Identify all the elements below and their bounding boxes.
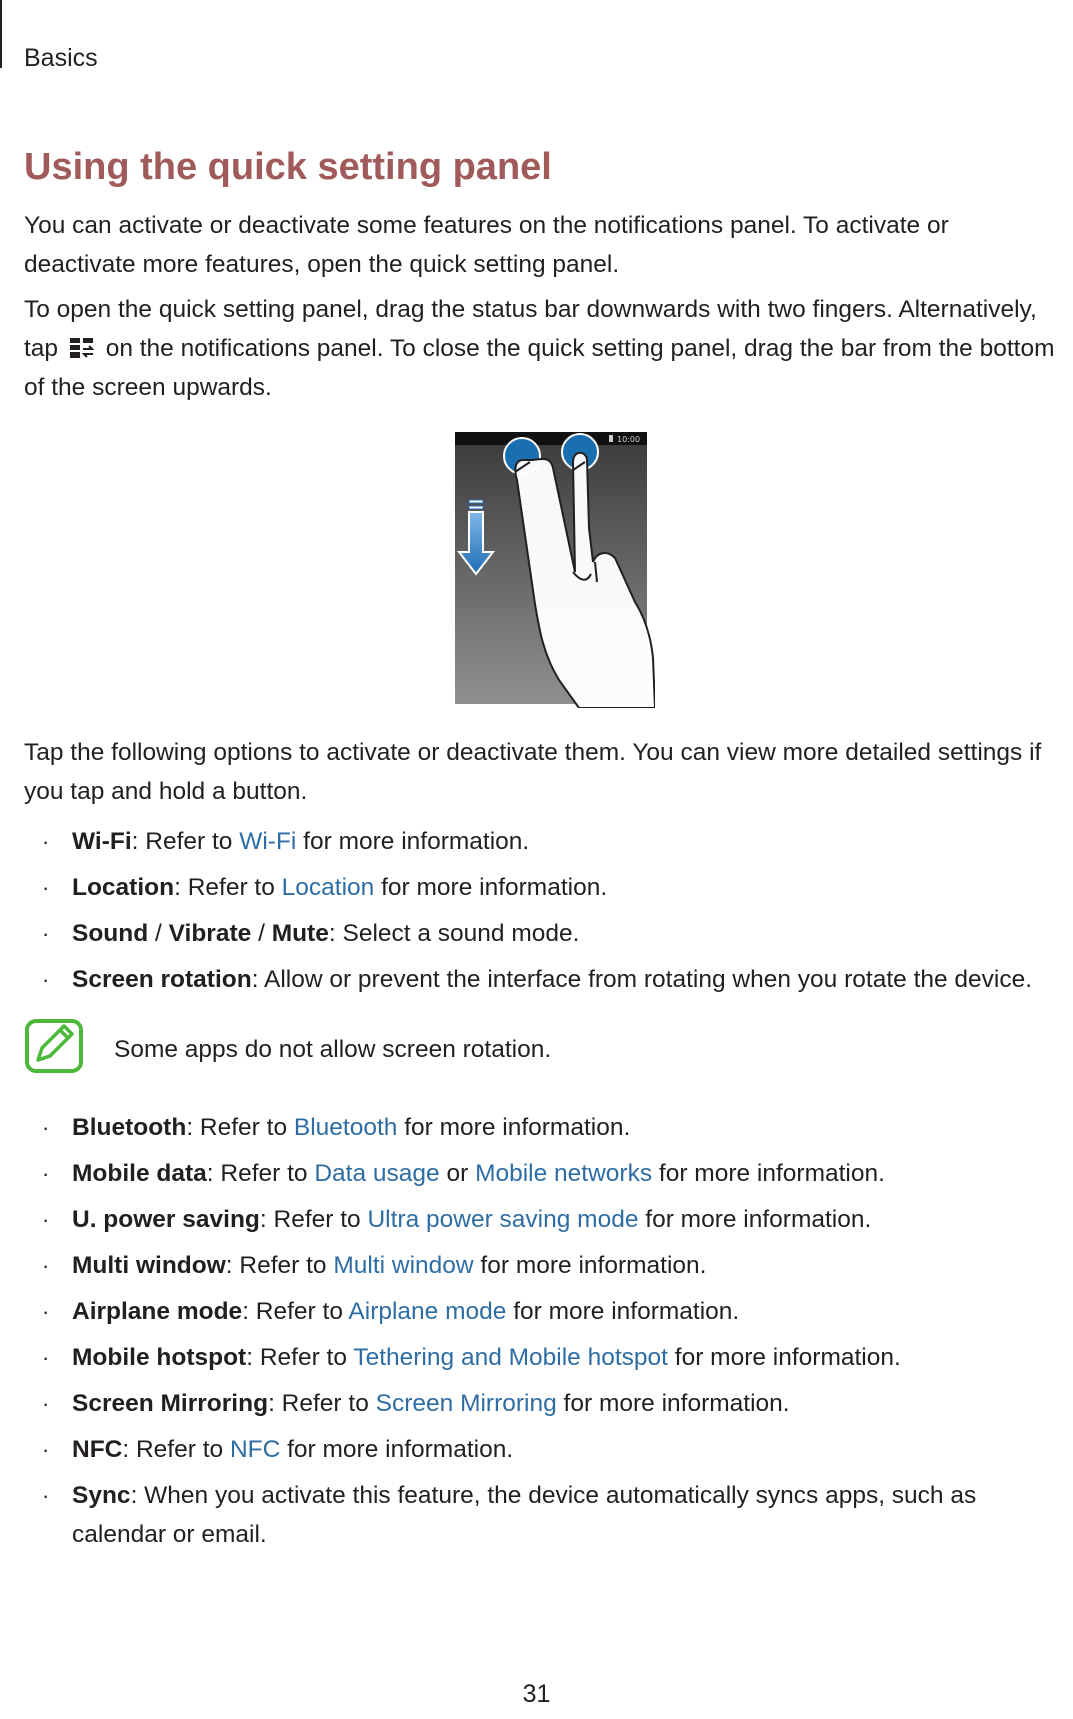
bullet-glyph: · [42, 875, 50, 900]
two-finger-drag-illustration [455, 432, 655, 708]
screen-mirroring-link[interactable]: Screen Mirroring [375, 1390, 557, 1417]
option-label: Mute [271, 920, 329, 947]
option-text: : Refer to [242, 1298, 349, 1325]
bullet-glyph: · [42, 1391, 50, 1416]
list-item-multi-window [24, 1246, 1073, 1292]
option-text: for more information. [556, 1390, 790, 1417]
option-text: : When you activate this feature, the device automatically syncs apps, such as calendar or email. [72, 1482, 977, 1548]
option-label: U. power saving [72, 1206, 260, 1233]
option-text: : Refer to [186, 1114, 294, 1141]
nfc-link[interactable]: NFC [229, 1436, 281, 1463]
quick-settings-grid-icon [69, 337, 95, 359]
open-panel-paragraph [24, 290, 1064, 407]
mobile-networks-link[interactable]: Mobile networks [475, 1160, 653, 1187]
option-text: for more information. [296, 828, 530, 855]
option-label: Mobile data [72, 1160, 207, 1187]
list-item-mobile-hotspot [24, 1338, 1073, 1384]
bullet-glyph: · [42, 967, 50, 992]
option-text: : Refer to [225, 1252, 334, 1279]
airplane-mode-link[interactable]: Airplane mode [348, 1298, 507, 1325]
option-label: Multi window [72, 1252, 226, 1279]
bullet-glyph: · [42, 1161, 50, 1186]
list-item-mobile-data [24, 1154, 1073, 1200]
option-text: for more information. [374, 874, 608, 901]
more-options-list [24, 1108, 1073, 1556]
section-header: Basics [24, 44, 98, 72]
ultra-power-saving-link[interactable]: Ultra power saving mode [367, 1206, 639, 1233]
page-corner-mark [0, 0, 2, 68]
page-title: Using the quick setting panel [24, 146, 552, 188]
option-label: Sound [72, 920, 149, 947]
bluetooth-link[interactable]: Bluetooth [293, 1114, 398, 1141]
bullet-glyph: · [42, 1437, 50, 1462]
option-text: for more information. [280, 1436, 514, 1463]
note-pencil-icon [24, 1018, 84, 1074]
option-text: : Refer to [174, 874, 282, 901]
list-item-screen-rotation [24, 960, 1073, 1006]
option-text: : Refer to [268, 1390, 376, 1417]
quick-settings-options-list [24, 822, 1073, 1006]
options-intro-paragraph: Tap the following options to activate or deactivate them. You can view more detailed settings if you tap and hold a button. [24, 739, 1042, 805]
status-time: 10:00 [617, 435, 641, 444]
option-text: : Refer to [122, 1436, 230, 1463]
option-label: Screen Mirroring [72, 1390, 269, 1417]
multi-window-link[interactable]: Multi window [333, 1252, 474, 1279]
battery-icon [609, 435, 613, 442]
open-panel-text-before: To open the quick setting panel, drag the status bar downwards with two fingers. Alternatively, tap [24, 296, 1037, 362]
list-item-sound [24, 914, 1073, 960]
list-item-location [24, 868, 1073, 914]
location-link[interactable]: Location [281, 874, 375, 901]
option-text: for more information. [667, 1344, 901, 1371]
option-label: Vibrate [168, 920, 252, 947]
option-label: NFC [72, 1436, 123, 1463]
bullet-glyph: · [42, 1483, 50, 1508]
option-label: Wi-Fi [72, 828, 132, 855]
option-label: Location [72, 874, 175, 901]
option-text: or [439, 1160, 476, 1187]
wifi-link[interactable]: Wi-Fi [239, 828, 297, 855]
option-text: : Refer to [259, 1206, 368, 1233]
separator: / [148, 920, 169, 947]
list-item-nfc [24, 1430, 1073, 1476]
list-item-bluetooth [24, 1108, 1073, 1154]
option-label: Screen rotation [72, 966, 252, 993]
list-item-sync [24, 1476, 1073, 1556]
option-text: for more information. [473, 1252, 707, 1279]
option-text: : Allow or prevent the interface from rotating when you rotate the device. [251, 966, 1033, 993]
option-text: : Refer to [246, 1344, 354, 1371]
bullet-glyph: · [42, 1345, 50, 1370]
option-label: Mobile hotspot [72, 1344, 247, 1371]
list-item-power-saving [24, 1200, 1073, 1246]
option-text: for more information. [638, 1206, 872, 1233]
option-text: : Refer to [206, 1160, 315, 1187]
bullet-glyph: · [42, 1207, 50, 1232]
option-text: : Refer to [131, 828, 240, 855]
bullet-glyph: · [42, 829, 50, 854]
bullet-glyph: · [42, 1299, 50, 1324]
option-text: for more information. [397, 1114, 631, 1141]
bullet-glyph: · [42, 1115, 50, 1140]
separator: / [251, 920, 272, 947]
option-text: : Select a sound mode. [328, 920, 580, 947]
bullet-glyph: · [42, 1253, 50, 1278]
bullet-glyph: · [42, 921, 50, 946]
list-item-screen-mirroring [24, 1384, 1073, 1430]
option-text: for more information. [652, 1160, 885, 1187]
page-number: 31 [522, 1680, 551, 1708]
option-text: for more information. [506, 1298, 740, 1325]
data-usage-link[interactable]: Data usage [314, 1160, 440, 1187]
note-box [24, 1018, 1064, 1082]
list-item-wifi [24, 822, 1073, 868]
note-text: Some apps do not allow screen rotation. [114, 1036, 552, 1063]
open-panel-text-after: on the notifications panel. To close the quick setting panel, drag the bar from the bottom of the screen upwards. [24, 335, 1055, 401]
list-item-airplane-mode [24, 1292, 1073, 1338]
tethering-hotspot-link[interactable]: Tethering and Mobile hotspot [353, 1344, 668, 1371]
option-label: Sync [72, 1482, 131, 1509]
option-label: Bluetooth [72, 1114, 187, 1141]
option-label: Airplane mode [72, 1298, 243, 1325]
intro-paragraph: You can activate or deactivate some features on the notifications panel. To activate or deactivate more features, open the quick setting panel. [24, 212, 949, 278]
